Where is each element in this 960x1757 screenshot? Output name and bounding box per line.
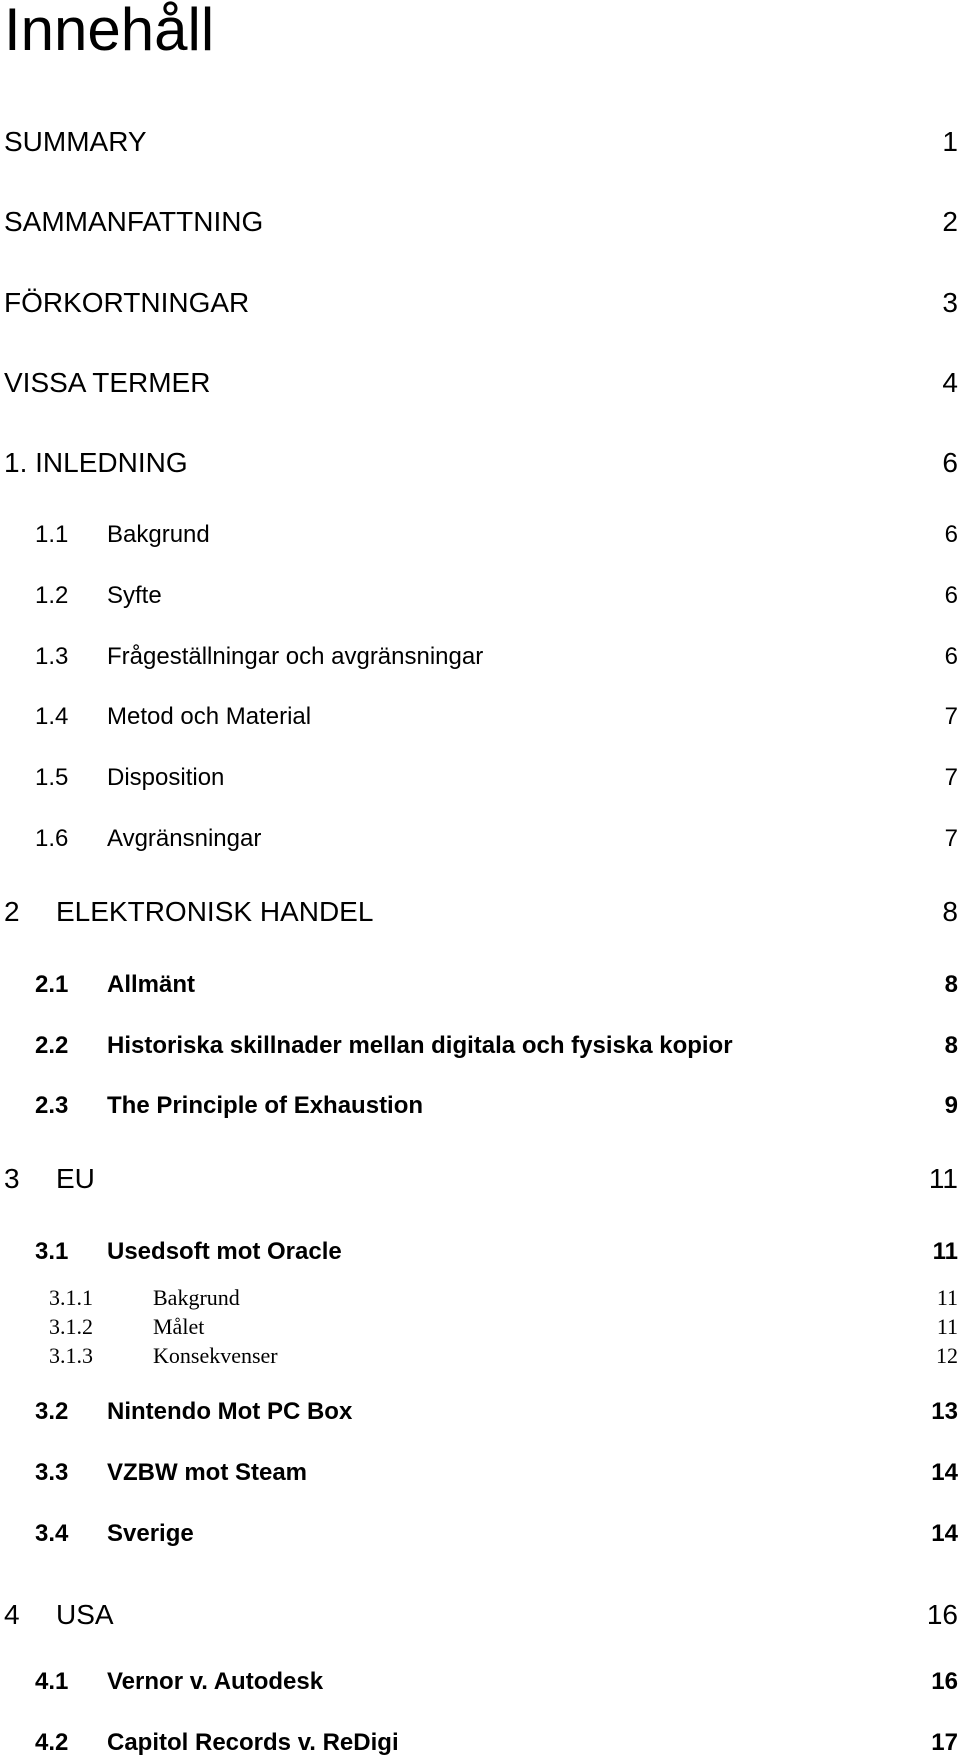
toc-number: 1.4 bbox=[35, 703, 69, 730]
toc-entry-section[interactable] bbox=[4, 1238, 958, 1266]
toc-page: 11 bbox=[936, 1314, 958, 1339]
toc-page: 6 bbox=[944, 582, 958, 609]
toc-page: 12 bbox=[936, 1343, 958, 1368]
toc-page: 9 bbox=[944, 1092, 958, 1119]
toc-page: 17 bbox=[931, 1729, 958, 1756]
toc-entry-sammanfattning[interactable] bbox=[4, 206, 958, 238]
toc-number: 3.1.2 bbox=[49, 1314, 93, 1339]
toc-number: 1.6 bbox=[35, 825, 69, 852]
toc-label: Nintendo Mot PC Box bbox=[107, 1398, 353, 1425]
toc-label: EU bbox=[56, 1163, 95, 1194]
toc-label: SUMMARY bbox=[4, 126, 147, 157]
toc-number: 4 bbox=[4, 1599, 20, 1630]
toc-label: Disposition bbox=[107, 764, 225, 791]
toc-entry-section[interactable] bbox=[4, 825, 958, 853]
toc-entry-section[interactable] bbox=[4, 643, 958, 671]
toc-page: 14 bbox=[931, 1520, 958, 1547]
page-title: Innehåll bbox=[4, 0, 215, 63]
toc-entry-forkortningar[interactable] bbox=[4, 287, 958, 319]
toc-label: Vernor v. Autodesk bbox=[107, 1668, 324, 1695]
toc-page: 16 bbox=[931, 1668, 958, 1695]
toc-label: USA bbox=[56, 1599, 114, 1630]
toc-label: Bakgrund bbox=[107, 521, 210, 548]
toc-entry-inledning[interactable] bbox=[4, 447, 958, 479]
toc-label: Konsekvenser bbox=[153, 1343, 278, 1368]
toc-number: 2.3 bbox=[35, 1092, 69, 1119]
toc-entry-subsection[interactable] bbox=[4, 1343, 958, 1369]
toc-number: 3 bbox=[4, 1163, 20, 1194]
toc-number: 1.3 bbox=[35, 643, 69, 670]
toc-number: 3.3 bbox=[35, 1459, 69, 1486]
toc-page: 7 bbox=[944, 825, 958, 852]
toc-entry-section[interactable] bbox=[4, 1092, 958, 1120]
toc-entry-section[interactable] bbox=[4, 703, 958, 731]
toc-label: Capitol Records v. ReDigi bbox=[107, 1729, 399, 1756]
toc-entry-vissa-termer[interactable] bbox=[4, 367, 958, 399]
toc-number: 2.1 bbox=[35, 971, 69, 998]
toc-label: Sverige bbox=[107, 1520, 194, 1547]
toc-page: 6 bbox=[942, 447, 958, 478]
toc-entry-section[interactable] bbox=[4, 1668, 958, 1696]
toc-label: Målet bbox=[153, 1314, 205, 1339]
toc-label: Historiska skillnader mellan digitala och fysiska kopior bbox=[107, 1032, 733, 1059]
toc-entry-chapter[interactable] bbox=[4, 1599, 958, 1631]
toc-number: 3.1.3 bbox=[49, 1343, 93, 1368]
toc-page: 11 bbox=[936, 1285, 958, 1310]
toc-page: 1 bbox=[942, 126, 958, 157]
toc-number: 1.1 bbox=[35, 521, 69, 548]
toc-page: 3 bbox=[942, 287, 958, 318]
toc-label: Syfte bbox=[107, 582, 162, 609]
toc-entry-subsection[interactable] bbox=[4, 1285, 958, 1311]
toc-number: 2.2 bbox=[35, 1032, 69, 1059]
toc-page: 6 bbox=[944, 521, 958, 548]
toc-label: SAMMANFATTNING bbox=[4, 206, 264, 237]
toc-entry-section[interactable] bbox=[4, 1520, 958, 1548]
toc-label: 1. INLEDNING bbox=[4, 447, 188, 478]
toc-page: 2 bbox=[942, 206, 958, 237]
toc-number: 4.2 bbox=[35, 1729, 69, 1756]
toc-label: Usedsoft mot Oracle bbox=[107, 1238, 342, 1265]
toc-number: 1.2 bbox=[35, 582, 69, 609]
toc-entry-chapter[interactable] bbox=[4, 1163, 958, 1195]
toc-page: 7 bbox=[944, 764, 958, 791]
toc-number: 2 bbox=[4, 896, 20, 927]
toc-page: 8 bbox=[944, 1032, 958, 1059]
toc-entry-section[interactable] bbox=[4, 1459, 958, 1487]
toc-entry-summary[interactable] bbox=[4, 126, 958, 158]
toc-page: 8 bbox=[944, 971, 958, 998]
toc-entry-section[interactable] bbox=[4, 971, 958, 999]
toc-number: 3.4 bbox=[35, 1520, 69, 1547]
toc-page: 13 bbox=[931, 1398, 958, 1425]
toc-page: 4 bbox=[942, 367, 958, 398]
toc-entry-section[interactable] bbox=[4, 521, 958, 549]
toc-entry-section[interactable] bbox=[4, 1032, 958, 1060]
toc-number: 3.1.1 bbox=[49, 1285, 93, 1310]
toc-page: 6 bbox=[944, 643, 958, 670]
toc-entry-section[interactable] bbox=[4, 582, 958, 610]
toc-number: 3.1 bbox=[35, 1238, 69, 1265]
toc-page: 7 bbox=[944, 703, 958, 730]
toc-label: Frågeställningar och avgränsningar bbox=[107, 643, 484, 670]
toc-entry-section[interactable] bbox=[4, 764, 958, 792]
toc-page: 11 bbox=[928, 1163, 958, 1194]
toc-number: 3.2 bbox=[35, 1398, 69, 1425]
toc-label: Metod och Material bbox=[107, 703, 312, 730]
toc-page: 11 bbox=[932, 1238, 958, 1265]
toc-number: 4.1 bbox=[35, 1668, 69, 1695]
toc-label: VZBW mot Steam bbox=[107, 1459, 308, 1486]
toc-label: Avgränsningar bbox=[107, 825, 262, 852]
toc-entry-section[interactable] bbox=[4, 1398, 958, 1426]
toc-label: Bakgrund bbox=[153, 1285, 240, 1310]
toc-label: ELEKTRONISK HANDEL bbox=[56, 896, 374, 927]
toc-label: The Principle of Exhaustion bbox=[107, 1092, 424, 1119]
toc-label: VISSA TERMER bbox=[4, 367, 211, 398]
toc-label: Allmänt bbox=[107, 971, 196, 998]
toc-page: 16 bbox=[926, 1599, 958, 1630]
toc-entry-section[interactable] bbox=[4, 1729, 958, 1757]
toc-label: FÖRKORTNINGAR bbox=[4, 287, 250, 318]
toc-page: 8 bbox=[942, 896, 958, 927]
toc-number: 1.5 bbox=[35, 764, 69, 791]
toc-entry-subsection[interactable] bbox=[4, 1314, 958, 1340]
toc-page: 14 bbox=[931, 1459, 958, 1486]
toc-entry-chapter[interactable] bbox=[4, 896, 958, 928]
